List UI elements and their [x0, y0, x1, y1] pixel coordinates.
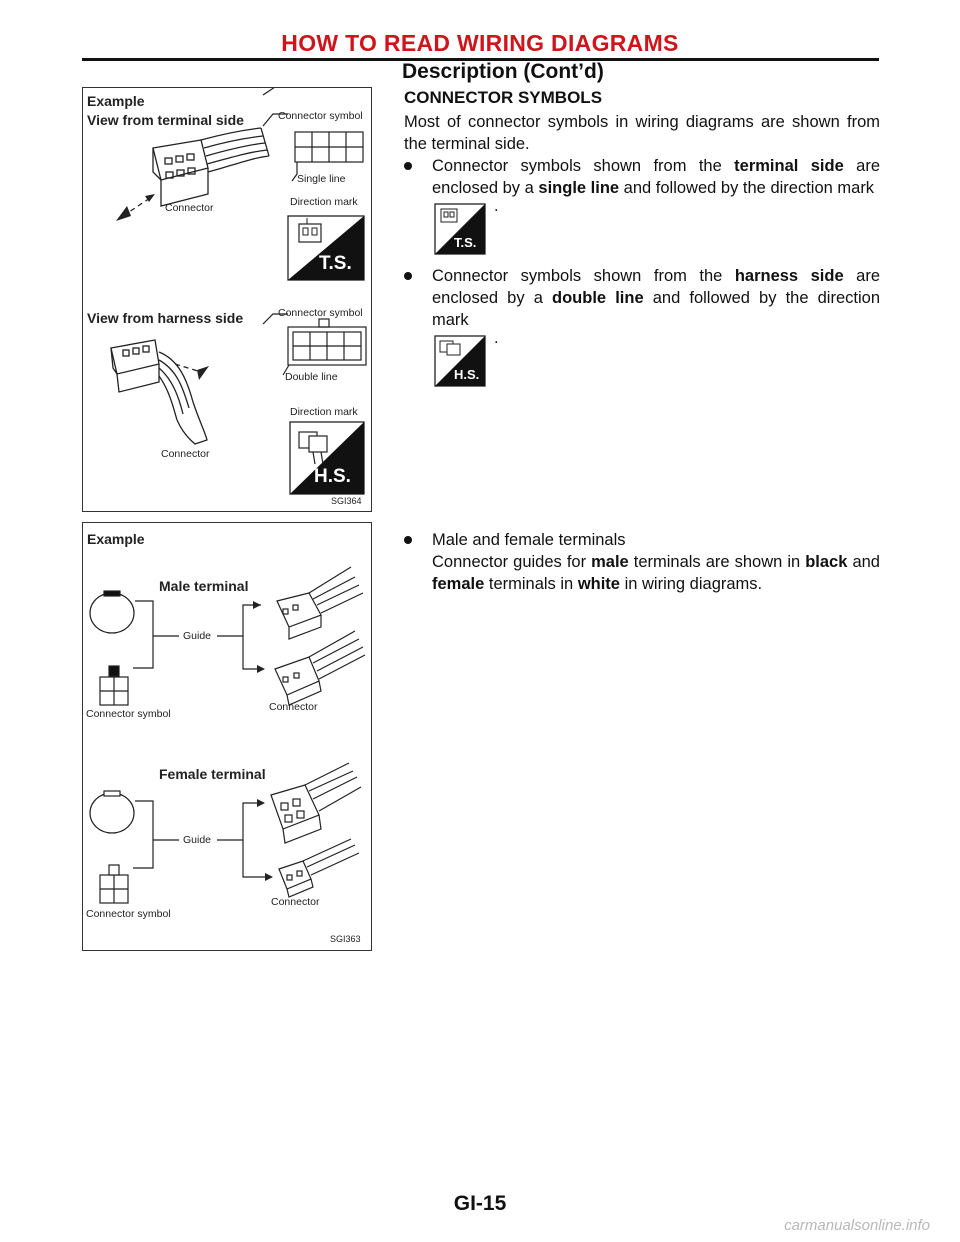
arrow-male-2	[257, 665, 265, 673]
direction-mark-label-1: Direction mark	[290, 196, 358, 208]
arrow-female-1	[257, 799, 265, 807]
ts-mark-period: .	[494, 197, 499, 215]
harness-side-view-label: View from harness side	[87, 310, 244, 326]
bullet2-text-c: are enclosed by a	[432, 267, 880, 307]
connector-label-2: Connector	[161, 448, 210, 460]
ts-mark-icon	[434, 203, 486, 255]
bullet3-title: Male and female terminals	[432, 531, 626, 549]
bullet1-text-e: and followed by the direction mark	[619, 179, 875, 197]
bullet-dot	[404, 272, 412, 280]
female-connector-drawing	[271, 785, 321, 843]
single-line-label: Single line	[297, 173, 346, 185]
bullet3-text-e: and	[847, 553, 880, 571]
direction-mark-label-2: Direction mark	[290, 406, 358, 418]
female-guide-oval-icon	[90, 793, 134, 833]
ts-mark-row	[404, 199, 880, 265]
connector-symbol-label-2: Connector symbol	[278, 307, 363, 319]
hs-mark-text: H.S.	[314, 466, 351, 487]
connector-label-3: Connector	[269, 701, 318, 713]
bullet1-text-c: are enclosed by a	[432, 157, 880, 197]
bullet3-female: female	[432, 575, 485, 593]
guide-label-2: Guide	[183, 834, 212, 846]
male-female-section	[404, 529, 880, 595]
bullet2-text-a: Connector symbols shown from the	[432, 267, 735, 285]
terminal-side-view-label: View from terminal side	[87, 112, 244, 128]
hs-mark-row	[404, 331, 880, 397]
figure-connector-views-art	[83, 88, 371, 511]
figure2-example-label: Example	[87, 531, 145, 547]
bullet3-text-g: terminals in	[484, 575, 578, 593]
figure-connector-views	[82, 87, 372, 512]
page-number: GI-15	[453, 1192, 507, 1215]
guide-label-1: Guide	[183, 630, 212, 642]
bullet-dot	[404, 536, 412, 544]
bullet3-text-c: terminals are shown in	[628, 553, 806, 571]
view-arrow-terminal	[116, 206, 131, 221]
bullet3-text-a: Connector guides for	[432, 553, 592, 571]
bullet3-white: white	[577, 575, 620, 593]
double-line-connector-symbol	[263, 314, 366, 375]
connector-label-1: Connector	[165, 202, 214, 214]
figure1-example-label: Example	[87, 93, 145, 109]
figure1-code: SGI364	[331, 496, 362, 506]
bullet-harness-side	[404, 265, 880, 331]
arrow-female-2	[265, 873, 273, 881]
connector-symbol-label-1: Connector symbol	[278, 110, 363, 122]
bullet2-harness-side: harness side	[734, 267, 844, 285]
male-terminal-label: Male terminal	[159, 578, 249, 594]
hs-mark-period: .	[494, 329, 499, 347]
ts-mark-glyph: T.S.	[454, 235, 477, 250]
bullet2-text-e: and followed by the direction mark	[432, 289, 880, 329]
bullet1-terminal-side: terminal side	[734, 157, 844, 175]
male-connector-drawing	[277, 593, 321, 639]
connector-symbol-label-3: Connector symbol	[86, 708, 171, 720]
hs-mark-icon	[434, 335, 486, 387]
bullet-dot	[404, 162, 412, 170]
hs-mark-glyph: H.S.	[454, 367, 480, 382]
bullet3-male: male	[591, 553, 629, 571]
ts-mark-text: T.S.	[319, 253, 352, 274]
single-line-connector-symbol	[263, 88, 363, 181]
connector-symbol-label-4: Connector symbol	[86, 908, 171, 920]
female-terminal-label: Female terminal	[159, 766, 266, 782]
section-title: HOW TO READ WIRING DIAGRAMS	[281, 30, 679, 56]
bullet1-single-line: single line	[538, 179, 620, 197]
figure-male-female-terminals	[82, 522, 372, 951]
connector-symbols-section	[404, 87, 880, 397]
connector-label-4: Connector	[271, 896, 320, 908]
bullet1-text-a: Connector symbols shown from the	[432, 157, 735, 175]
bullet2-double-line: double line	[552, 289, 644, 307]
bullet-male-female	[404, 529, 880, 595]
arrow-male-1	[253, 601, 261, 609]
figure2-code: SGI363	[330, 934, 361, 944]
intro-paragraph: Most of connector symbols in wiring diagrams are shown from the terminal side.	[404, 113, 880, 153]
watermark: carmanualsonline.info	[784, 1217, 930, 1234]
bullet3-text-i: in wiring diagrams.	[619, 575, 763, 593]
harness-side-connector-drawing	[111, 340, 207, 444]
bullet3-black: black	[805, 553, 848, 571]
view-arrow-harness	[197, 366, 209, 380]
bullet-terminal-side	[404, 155, 880, 199]
male-guide-oval-icon	[90, 593, 134, 633]
double-line-label: Double line	[285, 371, 338, 383]
section-heading: CONNECTOR SYMBOLS	[404, 88, 603, 107]
section-subtitle: Description (Cont’d)	[402, 60, 604, 83]
